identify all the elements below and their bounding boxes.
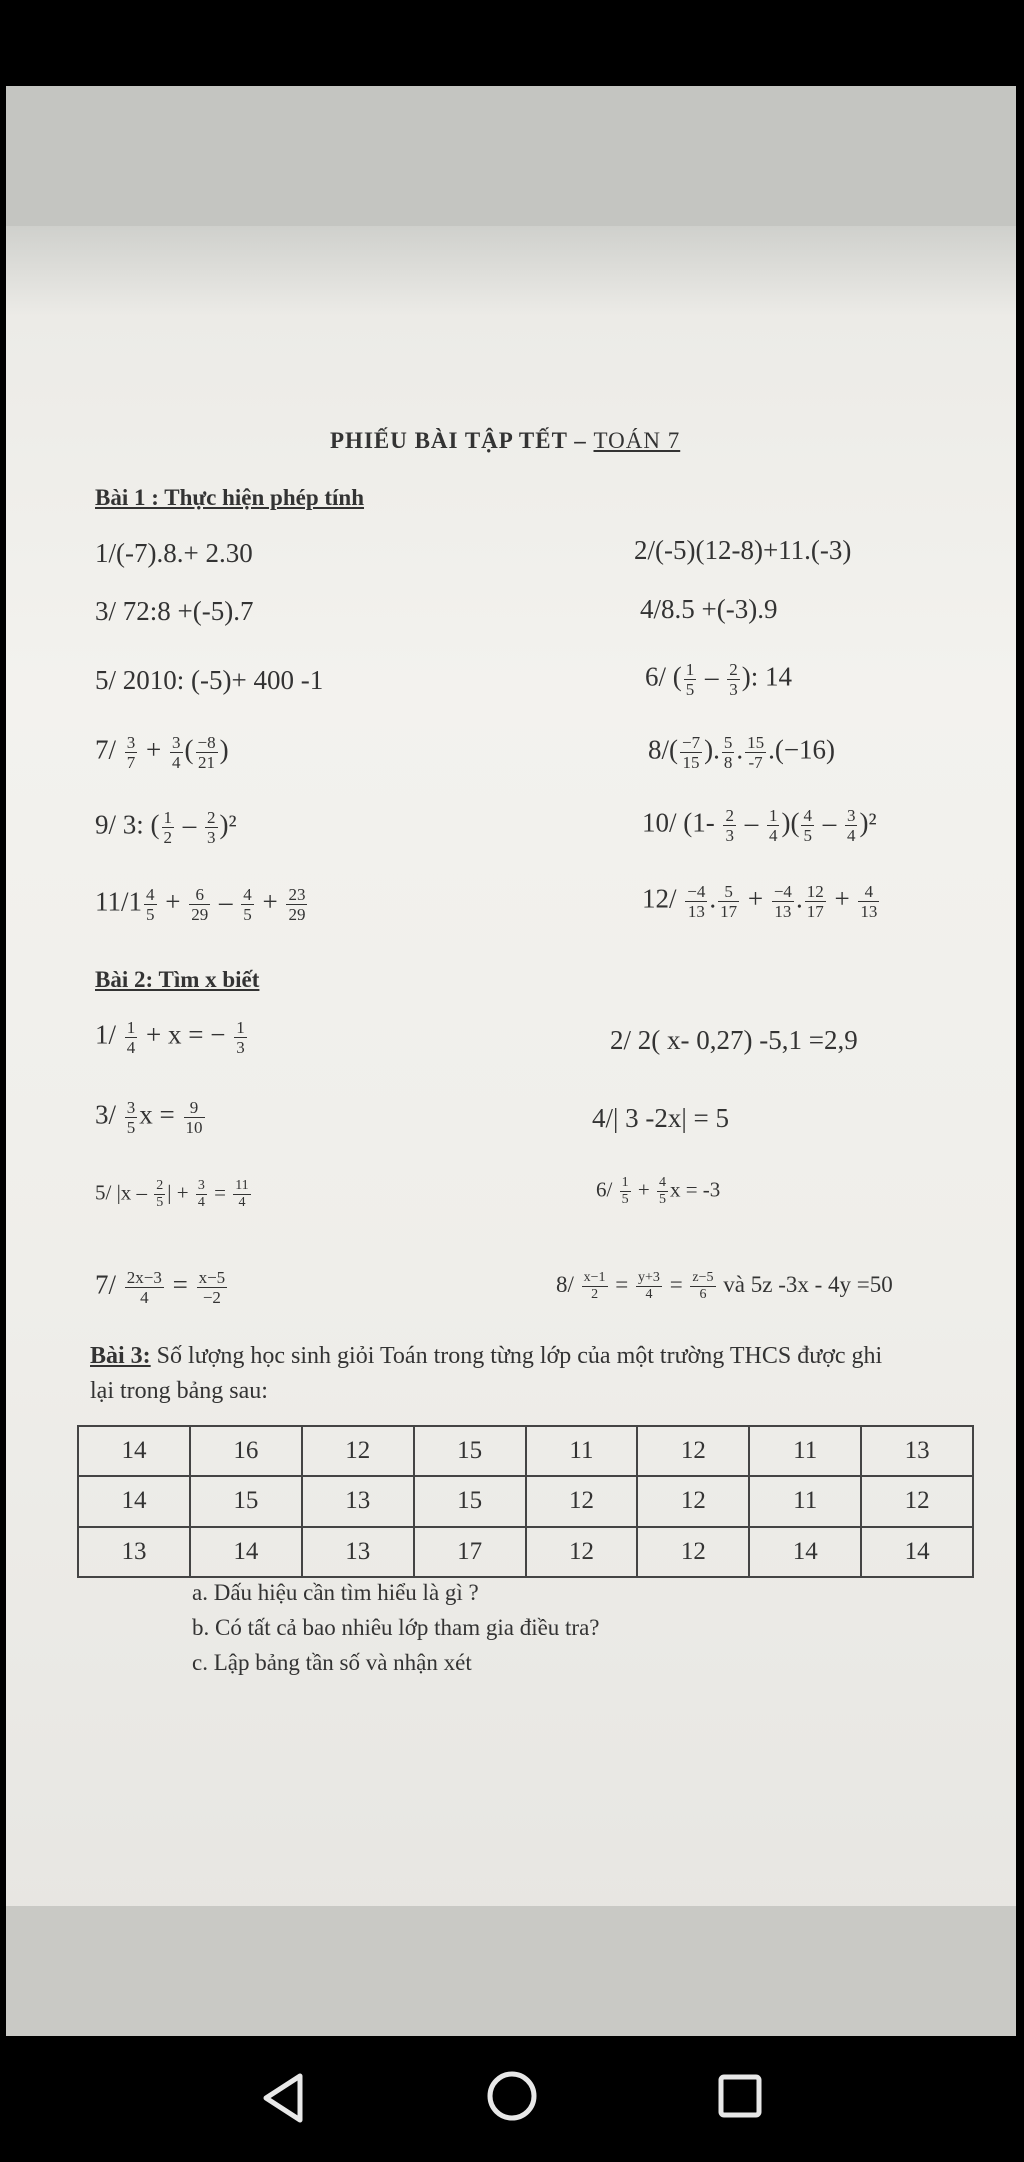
bai3-text-line2: lại trong bảng sau:	[90, 1378, 268, 1404]
bai1-problem-2: 2/(-5)(12-8)+11.(-3)	[634, 535, 852, 565]
back-icon	[258, 2070, 308, 2126]
recents-icon	[716, 2072, 764, 2120]
table-cell: 12	[637, 1527, 749, 1577]
bai1-problem-9: 9/ 3: ( $\frac{1}{2}$ – $\frac{2}{3}$ )²	[95, 808, 237, 847]
table-cell: 15	[414, 1426, 526, 1476]
bai1-header: Bài 1 : Thực hiện phép tính	[95, 485, 365, 510]
bai3-text-line1: Bài 3: Số lượng học sinh giỏi Toán trong từng lớp của một trường THCS được ghi	[90, 1343, 883, 1369]
bai1-problem-8: 8/( $\frac{-7}{15}$ ). $\frac{5}{8}$ . $\frac{15}{-7}$ .(−16)	[648, 733, 836, 772]
table-cell: 15	[414, 1476, 526, 1526]
back-button[interactable]	[258, 2070, 308, 2126]
bai1-problem-6: 6/ ( $\frac{1}{5}$ – $\frac{2}{3}$ ): 14	[645, 660, 792, 699]
bai3-question-c: c. Lập bảng tần số và nhận xét	[192, 1650, 472, 1675]
worksheet-paper	[6, 86, 1016, 2036]
navigation-bar	[0, 2036, 1024, 2162]
table-cell: 12	[526, 1476, 638, 1526]
bai1-problem-4: 4/8.5 +(-3).9	[640, 594, 778, 624]
table-cell: 11	[749, 1476, 861, 1526]
bai3-question-b: b. Có tất cả bao nhiêu lớp tham gia điều tra?	[192, 1615, 600, 1640]
paper-bottom-shadow	[6, 1906, 1016, 2036]
bai2-question-5: 5/ |x – $\frac{2}{5}$ | + $\frac{3}{4}$ = $\frac{11}{4}$	[95, 1178, 249, 1210]
table-cell: 12	[637, 1426, 749, 1476]
bai2-question-7: 7/ $\frac{2x-3}{4}$ = $\frac{x-5}{-2}$	[95, 1268, 226, 1307]
bai1-problem-12: 12/ $\frac{-4}{13}$ . $\frac{5}{17}$ + $\frac{-4}{13}$ . $\frac{12}{17}$ + $\frac{4}{13}$	[642, 882, 878, 921]
table-cell: 15	[190, 1476, 302, 1526]
table-cell: 14	[78, 1426, 190, 1476]
bai2-question-6: 6/ $\frac{1}{5}$ + $\frac{4}{5}$ x = -3	[596, 1175, 721, 1207]
bai1-problem-11: 11/1 $\frac{4}{5}$ + $\frac{6}{29}$ – $\frac{4}{5}$ + $\frac{23}{29}$	[95, 885, 306, 924]
title-text: PHIẾU BÀI TẬP TẾT –	[330, 428, 594, 453]
bai1-problem-10: 10/ (1- $\frac{2}{3}$ – $\frac{1}{4}$ )( $\frac{4}{5}$ – $\frac{3}{4}$ )²	[642, 806, 877, 845]
table-cell: 12	[637, 1476, 749, 1526]
table-cell: 14	[861, 1527, 973, 1577]
table-row	[78, 1426, 973, 1476]
bai3-question-a: a. Dấu hiệu cần tìm hiểu là gì ?	[192, 1580, 479, 1605]
table-cell: 12	[302, 1426, 414, 1476]
bai3-label: Bài 3:	[90, 1343, 151, 1369]
table-cell: 11	[526, 1426, 638, 1476]
table-cell: 13	[302, 1527, 414, 1577]
table-cell: 11	[749, 1426, 861, 1476]
bai2-question-2: 2/ 2( x- 0,27) -5,1 =2,9	[610, 1025, 858, 1055]
table-row	[78, 1527, 973, 1577]
bai1-problem-7: 7/ $\frac{3}{7}$ + $\frac{3}{4}$ ( $\frac{-8}{21}$ )	[95, 733, 229, 772]
page-title	[330, 428, 680, 454]
table-cell: 12	[861, 1476, 973, 1526]
home-icon	[486, 2070, 538, 2122]
table-cell: 14	[190, 1527, 302, 1577]
table-row	[78, 1476, 973, 1526]
home-button[interactable]	[486, 2070, 538, 2122]
table-cell: 13	[78, 1527, 190, 1577]
table-cell: 13	[861, 1426, 973, 1476]
title-subject: TOÁN 7	[593, 428, 681, 453]
table-cell: 12	[526, 1527, 638, 1577]
bai1-problem-5: 5/ 2010: (-5)+ 400 -1	[95, 665, 324, 695]
bai2-question-3: 3/ $\frac{3}{5}$ x = $\frac{9}{10}$	[95, 1098, 203, 1137]
bai2-question-1: 1/ $\frac{1}{4}$ + x = − $\frac{1}{3}$	[95, 1018, 245, 1057]
bai2-header: Bài 2: Tìm x biết	[95, 967, 260, 992]
table-cell: 17	[414, 1527, 526, 1577]
table-cell: 14	[749, 1527, 861, 1577]
table-cell: 14	[78, 1476, 190, 1526]
bai1-problem-1: 1/(-7).8.+ 2.30	[95, 538, 253, 568]
paper-fold-shadow	[6, 86, 1016, 226]
frequency-table	[77, 1425, 974, 1578]
table-cell: 16	[190, 1426, 302, 1476]
bai2-question-8: 8/ $\frac{x-1}{2}$ = $\frac{y+3}{4}$ = $\frac{z-5}{6}$ và 5z -3x - 4y =50	[556, 1270, 893, 1302]
bai1-problem-3: 3/ 72:8 +(-5).7	[95, 596, 254, 626]
table-cell: 13	[302, 1476, 414, 1526]
bai2-question-4: 4/| 3 -2x| = 5	[592, 1103, 730, 1133]
recents-button[interactable]	[716, 2072, 764, 2120]
